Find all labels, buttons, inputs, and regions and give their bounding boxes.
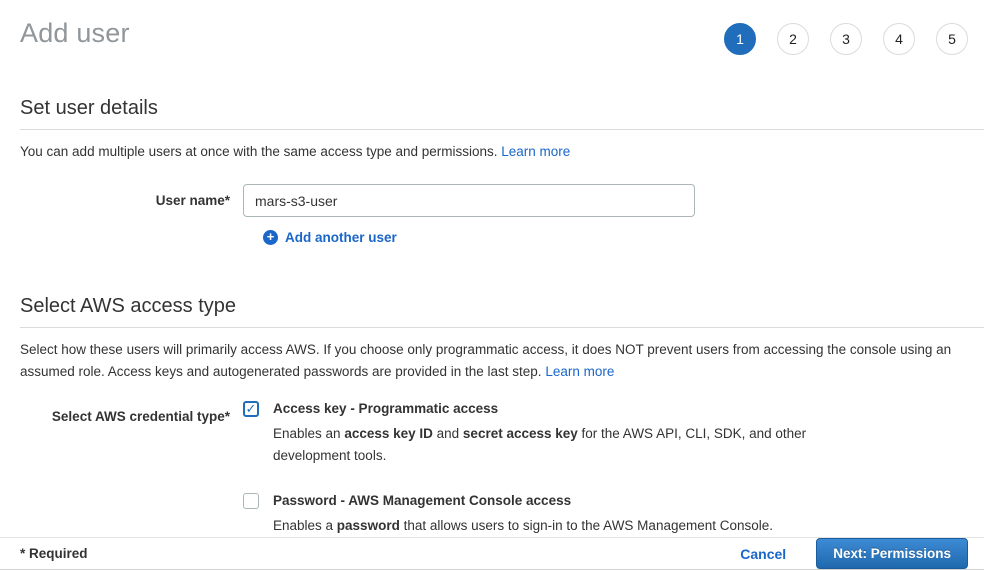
user-details-intro	[20, 141, 964, 163]
section-user-details-heading	[20, 97, 984, 130]
section-title: Set user details	[20, 97, 158, 119]
access-key-option-title[interactable]: Access key - Programmatic access	[273, 401, 499, 416]
cancel-button[interactable]: Cancel	[740, 545, 787, 562]
step-3-indicator[interactable]: 3	[830, 23, 862, 55]
username-input[interactable]	[243, 184, 695, 217]
password-option-description: Enables a password that allows users to sign-in to the AWS Management Console.	[273, 518, 774, 533]
access-type-intro	[20, 339, 964, 383]
password-option	[243, 492, 833, 537]
learn-more-link-user-details[interactable]: Learn more	[501, 144, 571, 159]
password-option-title[interactable]: Password - AWS Management Console access	[273, 493, 572, 508]
add-another-user-label: Add another user	[285, 230, 397, 245]
access-key-checkbox[interactable]: ✓	[243, 401, 259, 417]
step-5-indicator[interactable]: 5	[936, 23, 968, 55]
plus-circle-icon: +	[263, 230, 278, 245]
wizard-step-indicator	[724, 23, 968, 55]
next-permissions-button[interactable]: Next: Permissions	[816, 538, 968, 569]
password-checkbox[interactable]	[243, 493, 259, 509]
intro-text: Select how these users will primarily access AWS. If you choose only programmatic access, it does NOT prevent users from accessing the console using an assumed role. Access keys and autogenerated passwords are provided in the last step.	[20, 342, 952, 379]
username-label: User name*	[155, 193, 230, 208]
step-1-indicator[interactable]: 1	[724, 23, 756, 55]
page-title: Add user	[20, 18, 130, 48]
username-row	[0, 184, 984, 217]
step-2-indicator[interactable]: 2	[777, 23, 809, 55]
wizard-header	[0, 0, 984, 55]
step-4-indicator[interactable]: 4	[883, 23, 915, 55]
section-access-type-heading	[20, 295, 984, 328]
access-key-option-description: Enables an access key ID and secret access key for the AWS API, CLI, SDK, and other development tools.	[273, 426, 807, 463]
section-title: Select AWS access type	[20, 295, 237, 317]
wizard-footer	[0, 537, 984, 570]
credential-type-row	[0, 400, 984, 537]
intro-text: You can add multiple users at once with the same access type and permissions.	[20, 144, 502, 159]
add-another-user-button[interactable]	[263, 230, 984, 245]
required-note: * Required	[20, 546, 88, 561]
credential-type-label: Select AWS credential type*	[51, 409, 230, 424]
access-key-option	[243, 400, 833, 467]
learn-more-link-access-type[interactable]: Learn more	[545, 364, 615, 379]
